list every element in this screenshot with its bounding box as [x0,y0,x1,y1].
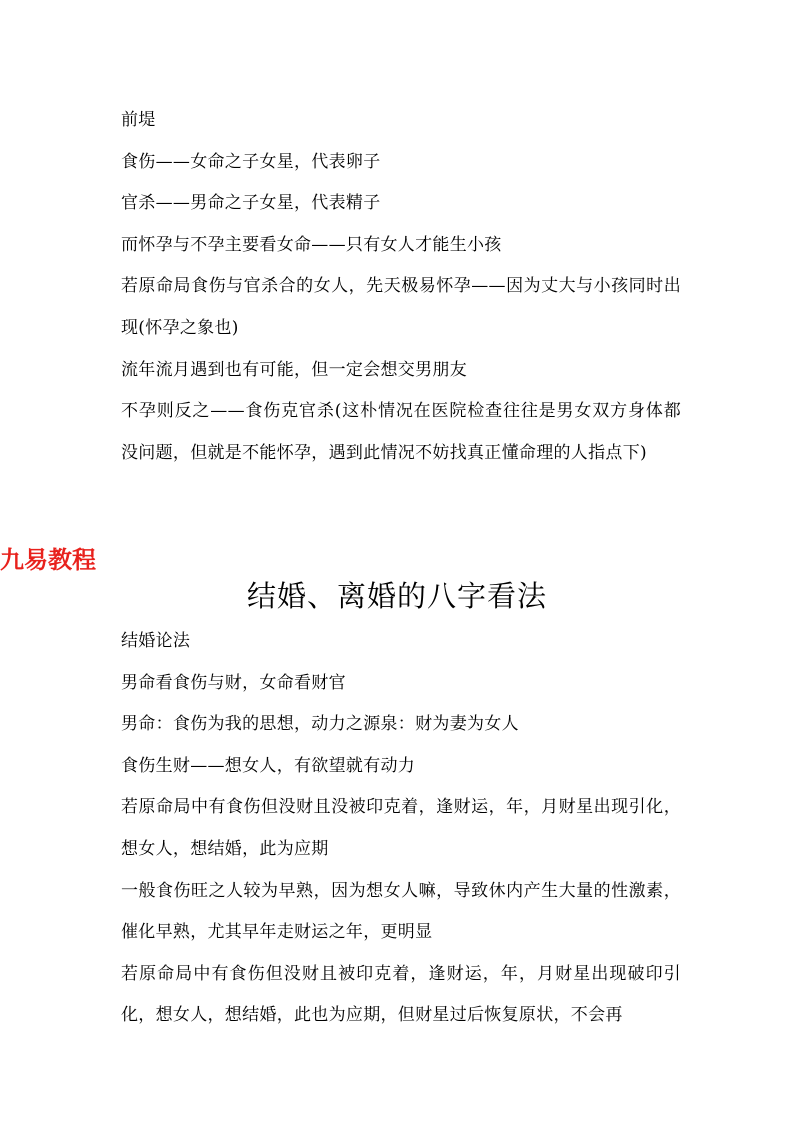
paragraph: 流年流月遇到也有可能，但一定会想交男朋友 [121,359,467,380]
paragraph: 男命：食伤为我的思想，动力之源泉：财为妻为女人 [121,714,519,735]
watermark-label: 九易教程 [0,546,96,574]
paragraph: 而怀孕与不孕主要看女命——只有女人才能生小孩 [121,234,502,255]
paragraph: 前堤 [121,110,156,130]
paragraph: 若原命局食伤与官杀合的女人，先天极易怀孕——因为丈大与小孩同时出现(怀孕之象也) [121,276,681,338]
paragraph: 男命看食伤与财，女命看财官 [121,672,346,693]
paragraph: 若原命局中有食伤但没财且没被印克着，逢财运，年，月财星出现引化，想女人，想结婚，此为应期 [121,797,681,859]
section-heading: 结婚、离婚的八字看法 [246,579,547,613]
marriage-section [121,621,681,1037]
paragraph: 若原命局中有食伤但没财且被印克着，逢财运，年，月财星出现破印引化，想女人，想结婚，此也为应期，但财星过后恢复原状，不会再 [121,963,681,1026]
paragraph: 不孕则反之——食伤克官杀(这朴情况在医院检查往往是男女双方身体都没问题，但就是不能怀孕，遇到此情况不妨找真正懂命理的人指点下) [121,401,681,463]
paragraph: 官杀——男命之子女星，代表精子 [121,193,381,214]
pregnancy-section [121,100,681,474]
paragraph: 一般食伤旺之人较为早熟，因为想女人嘛，导致休内产生大量的性激素，催化早熟，尤其早年走财运之年，更明显 [121,880,681,943]
paragraph: 结婚论法 [121,631,191,651]
paragraph: 食伤——女命之子女星，代表卵子 [121,151,381,172]
paragraph: 食伤生财——想女人，有欲望就有动力 [121,755,416,776]
